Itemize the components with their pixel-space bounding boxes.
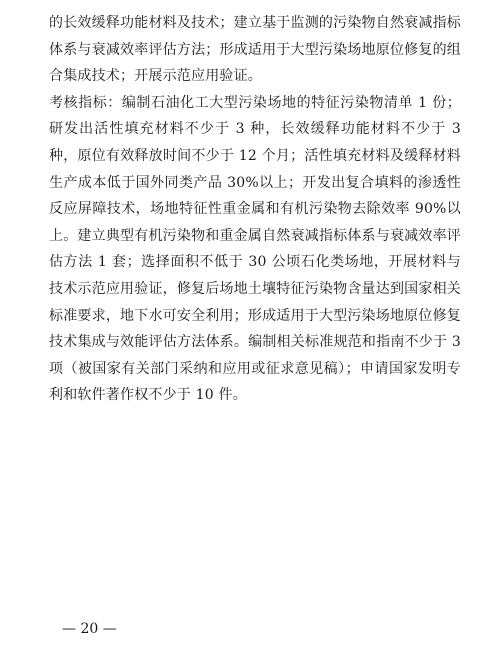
page-number: — 20 — [62,621,117,637]
paragraph-continued: 的长效缓释功能材料及技术；建立基于监测的污染物自然衰减指标体系与衰减效率评估方法；形成适用于大型污染场地原位修复的组合集成技术；开展示范应用验证。 [49,15,461,85]
document-body [49,10,461,409]
paragraph-assessment-indicators: 考核指标：编制石油化工大型污染场地的特征污染物清单 1 份；研发出活性填充材料不少于 3 种，长效缓释功能材料不少于 3 种，原位有效释放时间不少于 12 个月；活性填充材料及缓释材料生产成本低于国外同类产品 30%以上；开发出复合填料的渗透性反应屏障技术，场地特征性重金属和有机污染物去除效率 90%以上。建立典型有机污染物和重金属自然衰减指标体系与衰减效率评估方法 1 套；选择面积不低于 30 公顷石化类场地，开展材料与技术示范应用验证，修复后场地土壤特征污染物含量达到国家相关标准要求，地下水可安全利用；形成适用于大型污染场地原位修复技术集成与效能评估方法体系。编制相关标准规范和指南不少于 3 项（被国家有关部门采纳和应用或征求意见稿）；申请国家发明专利和软件著作权不少于 10 件。 [49,94,461,404]
